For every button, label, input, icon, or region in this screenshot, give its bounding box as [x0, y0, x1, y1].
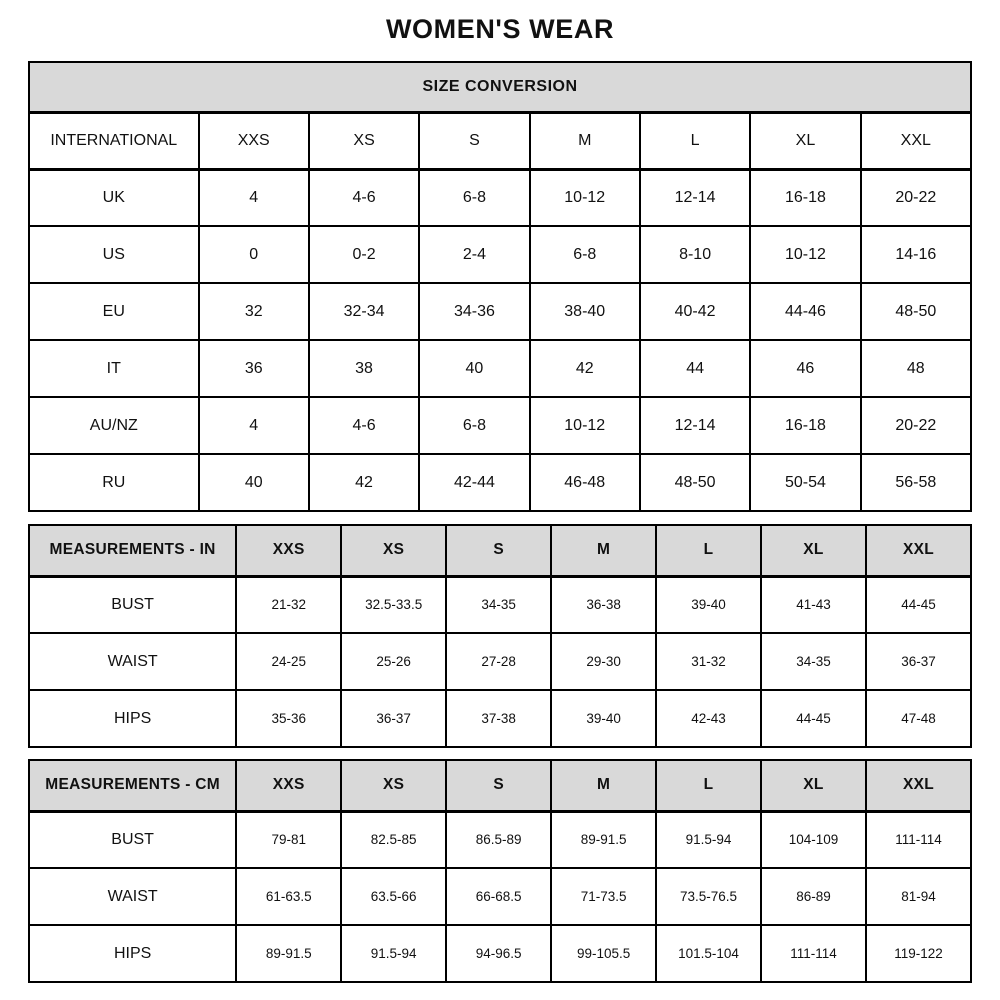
row-label: HIPS	[29, 690, 236, 747]
table-row	[29, 811, 971, 868]
row-label: US	[29, 226, 199, 283]
value-cell: 89-91.5	[236, 925, 341, 982]
value-cell: 94-96.5	[446, 925, 551, 982]
value-cell: 48	[861, 340, 971, 397]
value-cell: 10-12	[530, 169, 640, 226]
table-row	[29, 576, 971, 633]
value-cell: 6-8	[530, 226, 640, 283]
value-cell: 36-37	[341, 690, 446, 747]
column-header: S	[446, 525, 551, 576]
value-cell: 25-26	[341, 633, 446, 690]
value-cell: 8-10	[640, 226, 750, 283]
value-cell: XS	[309, 112, 419, 169]
table-row	[29, 340, 971, 397]
value-cell: 41-43	[761, 576, 866, 633]
value-cell: 63.5-66	[341, 868, 446, 925]
value-cell: 46-48	[530, 454, 640, 511]
row-label: AU/NZ	[29, 397, 199, 454]
value-cell: 38-40	[530, 283, 640, 340]
value-cell: 48-50	[640, 454, 750, 511]
value-cell: 14-16	[861, 226, 971, 283]
value-cell: 44	[640, 340, 750, 397]
measurements-in-table	[28, 524, 972, 748]
table-row	[29, 690, 971, 747]
value-cell: 119-122	[866, 925, 971, 982]
value-cell: 71-73.5	[551, 868, 656, 925]
value-cell: 46	[750, 340, 860, 397]
value-cell: 73.5-76.5	[656, 868, 761, 925]
table-header-row	[29, 525, 971, 576]
value-cell: 0	[199, 226, 309, 283]
value-cell: 4	[199, 397, 309, 454]
value-cell: 10-12	[750, 226, 860, 283]
table-header: MEASUREMENTS - CM	[29, 760, 236, 811]
value-cell: 40-42	[640, 283, 750, 340]
table-row	[29, 925, 971, 982]
value-cell: 21-32	[236, 576, 341, 633]
value-cell: M	[530, 112, 640, 169]
value-cell: 20-22	[861, 397, 971, 454]
value-cell: 38	[309, 340, 419, 397]
value-cell: 86-89	[761, 868, 866, 925]
value-cell: 42	[309, 454, 419, 511]
value-cell: 50-54	[750, 454, 860, 511]
value-cell: 32-34	[309, 283, 419, 340]
value-cell: 34-35	[446, 576, 551, 633]
size-conversion-table	[28, 61, 972, 512]
value-cell: 91.5-94	[341, 925, 446, 982]
value-cell: 47-48	[866, 690, 971, 747]
value-cell: S	[419, 112, 529, 169]
table-header: MEASUREMENTS - IN	[29, 525, 236, 576]
value-cell: 4-6	[309, 397, 419, 454]
table-header-row	[29, 62, 971, 112]
table-row	[29, 112, 971, 169]
value-cell: 111-114	[761, 925, 866, 982]
value-cell: 34-36	[419, 283, 529, 340]
row-label: IT	[29, 340, 199, 397]
column-header: XXS	[236, 760, 341, 811]
page-title: WOMEN'S WEAR	[385, 14, 615, 44]
value-cell: 4-6	[309, 169, 419, 226]
row-label: WAIST	[29, 868, 236, 925]
table-header: SIZE CONVERSION	[29, 62, 971, 112]
column-header: S	[446, 760, 551, 811]
row-label: BUST	[29, 811, 236, 868]
table-row	[29, 868, 971, 925]
column-header: L	[656, 760, 761, 811]
value-cell: 40	[419, 340, 529, 397]
column-header: L	[656, 525, 761, 576]
value-cell: 81-94	[866, 868, 971, 925]
value-cell: 32	[199, 283, 309, 340]
column-header: XXL	[866, 525, 971, 576]
value-cell: 86.5-89	[446, 811, 551, 868]
value-cell: 101.5-104	[656, 925, 761, 982]
column-header: XS	[341, 525, 446, 576]
value-cell: L	[640, 112, 750, 169]
value-cell: 35-36	[236, 690, 341, 747]
row-label: RU	[29, 454, 199, 511]
value-cell: 42-44	[419, 454, 529, 511]
column-header: M	[551, 525, 656, 576]
value-cell: 24-25	[236, 633, 341, 690]
column-header: XL	[761, 525, 866, 576]
value-cell: XL	[750, 112, 860, 169]
value-cell: 39-40	[551, 690, 656, 747]
table-row	[29, 169, 971, 226]
row-label: HIPS	[29, 925, 236, 982]
value-cell: 44-46	[750, 283, 860, 340]
value-cell: 16-18	[750, 169, 860, 226]
value-cell: 37-38	[446, 690, 551, 747]
value-cell: 44-45	[866, 576, 971, 633]
table-header-row	[29, 760, 971, 811]
value-cell: 61-63.5	[236, 868, 341, 925]
value-cell: 27-28	[446, 633, 551, 690]
row-label: INTERNATIONAL	[29, 112, 199, 169]
value-cell: 20-22	[861, 169, 971, 226]
value-cell: 42-43	[656, 690, 761, 747]
value-cell: 16-18	[750, 397, 860, 454]
value-cell: 31-32	[656, 633, 761, 690]
value-cell: 2-4	[419, 226, 529, 283]
table-row	[29, 226, 971, 283]
row-label: UK	[29, 169, 199, 226]
value-cell: 104-109	[761, 811, 866, 868]
value-cell: 10-12	[530, 397, 640, 454]
value-cell: 32.5-33.5	[341, 576, 446, 633]
column-header: XS	[341, 760, 446, 811]
table-row	[29, 633, 971, 690]
column-header: XXS	[236, 525, 341, 576]
value-cell: 36-38	[551, 576, 656, 633]
value-cell: XXL	[861, 112, 971, 169]
table-row	[29, 283, 971, 340]
value-cell: 34-35	[761, 633, 866, 690]
value-cell: 6-8	[419, 397, 529, 454]
value-cell: 12-14	[640, 169, 750, 226]
value-cell: 66-68.5	[446, 868, 551, 925]
table-row	[29, 454, 971, 511]
value-cell: 48-50	[861, 283, 971, 340]
table-row	[29, 397, 971, 454]
row-label: EU	[29, 283, 199, 340]
measurements-cm-table	[28, 759, 972, 983]
value-cell: 82.5-85	[341, 811, 446, 868]
column-header: XXL	[866, 760, 971, 811]
value-cell: 36-37	[866, 633, 971, 690]
value-cell: 39-40	[656, 576, 761, 633]
value-cell: 40	[199, 454, 309, 511]
value-cell: 79-81	[236, 811, 341, 868]
value-cell: 42	[530, 340, 640, 397]
value-cell: 56-58	[861, 454, 971, 511]
value-cell: 91.5-94	[656, 811, 761, 868]
value-cell: 36	[199, 340, 309, 397]
value-cell: 29-30	[551, 633, 656, 690]
column-header: XL	[761, 760, 866, 811]
row-label: BUST	[29, 576, 236, 633]
value-cell: 44-45	[761, 690, 866, 747]
column-header: M	[551, 760, 656, 811]
value-cell: 99-105.5	[551, 925, 656, 982]
row-label: WAIST	[29, 633, 236, 690]
value-cell: 4	[199, 169, 309, 226]
value-cell: 0-2	[309, 226, 419, 283]
value-cell: 89-91.5	[551, 811, 656, 868]
value-cell: XXS	[199, 112, 309, 169]
value-cell: 6-8	[419, 169, 529, 226]
value-cell: 12-14	[640, 397, 750, 454]
value-cell: 111-114	[866, 811, 971, 868]
